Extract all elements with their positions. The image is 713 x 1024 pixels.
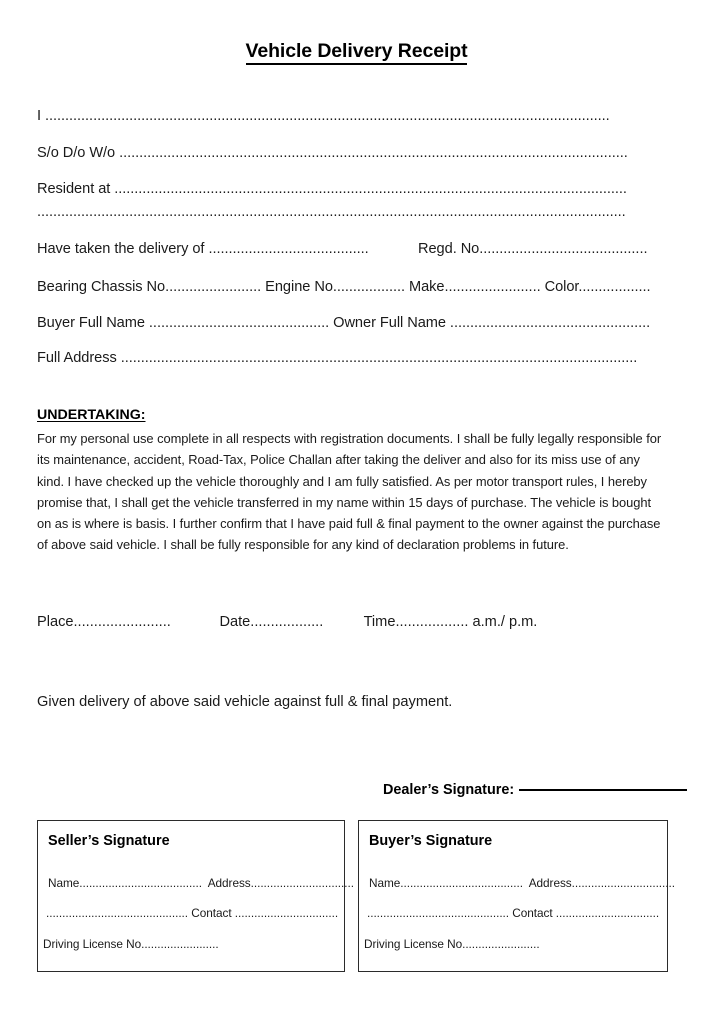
- undertaking-paragraph: For my personal use complete in all respects with registration documents. I shall be fully legally responsible for its maintenance, accident, Road-Tax, Police Challan after taking the deliver and also for its miss use of any kind. I have checked up the vehicle thoroughly and I am fully satisfied. As per motor transport rules, I hereby promise that, I shall get the vehicle transferred in my name within 15 days of purchase. The vehicle is bought on as is where is basis. I further confirm that I have paid full & final payment to the owner against the purchase of above said vehicle. I shall be fully responsible for any kind of declaration problems in future.: [37, 431, 662, 553]
- seller-contact-row: ............................................ Contact ................................: [46, 906, 339, 920]
- field-line-resident-at-continued: ...................................................................................................................................................: [37, 204, 626, 220]
- field-line-regd-no: Regd. No..........................................: [418, 241, 648, 257]
- buyer-signature-title: Buyer’s Signature: [369, 833, 493, 849]
- undertaking-heading: UNDERTAKING:: [37, 407, 146, 423]
- field-line-delivery-of: Have taken the delivery of ........................................: [37, 241, 369, 257]
- dealer-signature-label: Dealer’s Signature:: [383, 782, 515, 798]
- seller-signature-box: [37, 820, 354, 972]
- buyer-signature-box: [358, 820, 675, 972]
- field-line-i: I .............................................................................................................................................: [37, 108, 610, 124]
- delivery-statement: Given delivery of above said vehicle against full & final payment.: [37, 694, 453, 710]
- field-line-full-address: Full Address .................................................................................................................................: [37, 350, 638, 366]
- seller-name-address-row: Name...................................... Address................................: [48, 876, 354, 890]
- dealer-signature-block: [367, 766, 687, 814]
- buyer-name-address-row: Name...................................... Address................................: [369, 876, 675, 890]
- page-title-text: Vehicle Delivery Receipt: [246, 40, 468, 65]
- seller-driving-license-row: Driving License No........................: [43, 937, 219, 951]
- dealer-signature-rule[interactable]: [519, 789, 687, 791]
- field-line-son-daughter-wife-of: S/o D/o W/o ...............................................................................................................................: [37, 145, 628, 161]
- page-title: [0, 40, 713, 65]
- seller-signature-title: Seller’s Signature: [48, 833, 170, 849]
- buyer-driving-license-row: Driving License No........................: [364, 937, 540, 951]
- field-line-chassis-engine-make-color: Bearing Chassis No........................ Engine No.................. Make........................ Color..................: [37, 279, 651, 295]
- place-date-time-row: Place........................ Date.................. Time.................. a.m./ p.m.: [37, 614, 538, 630]
- field-line-buyer-owner-name: Buyer Full Name ............................................. Owner Full Name ..................................................: [37, 315, 651, 331]
- field-line-resident-at: Resident at ................................................................................................................................: [37, 181, 627, 197]
- buyer-contact-row: ............................................ Contact ................................: [367, 906, 660, 920]
